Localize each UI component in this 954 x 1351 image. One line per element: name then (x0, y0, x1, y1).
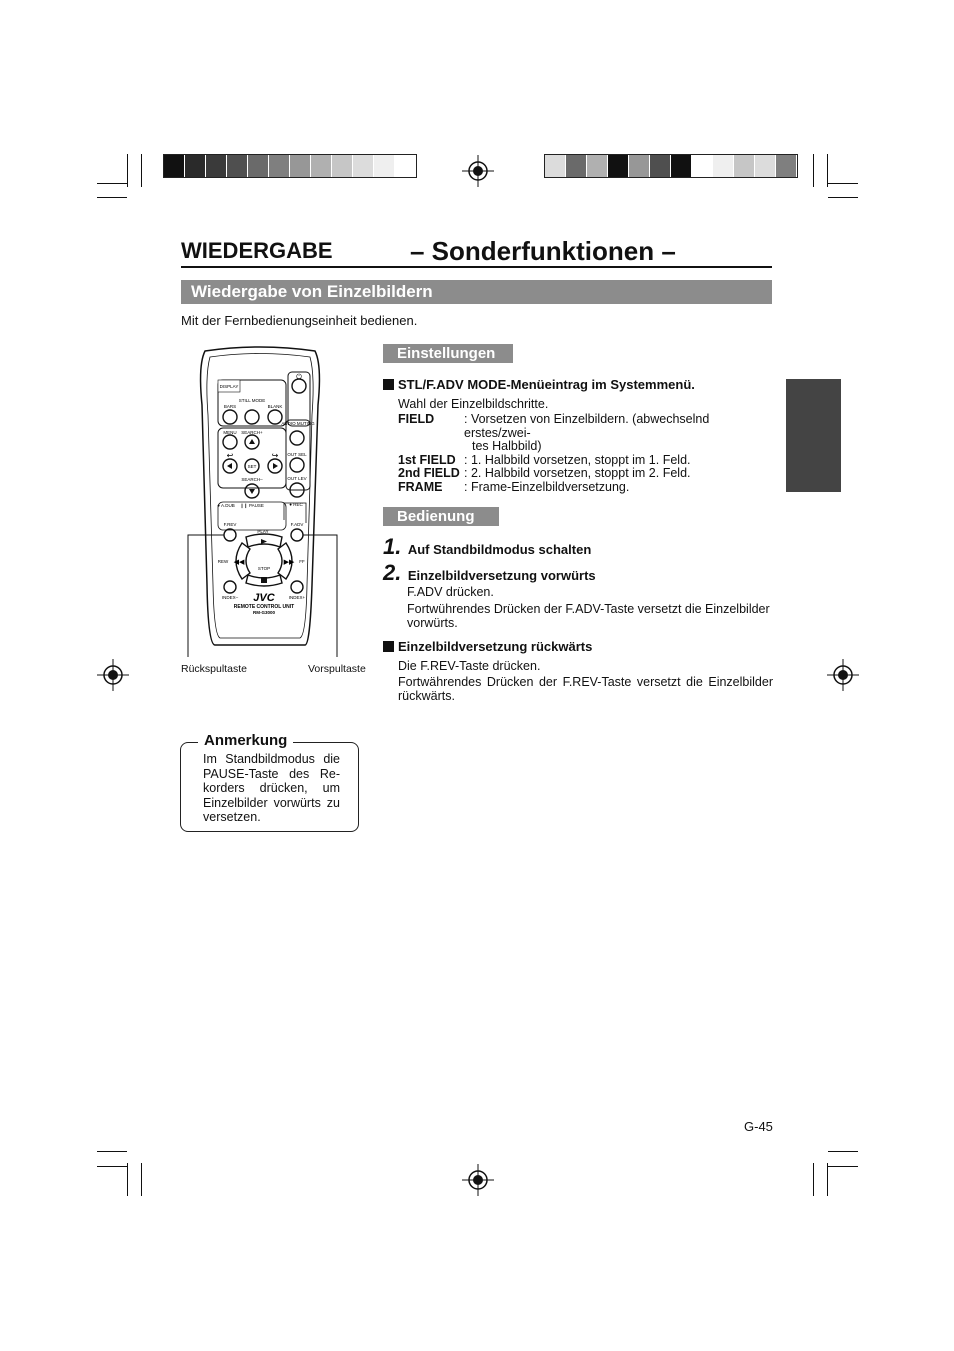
reverse-title: Einzelbildversetzung rückwärts (383, 639, 592, 654)
index-plus-label: INDEX+ (288, 595, 306, 600)
option-row: FIELD : Vorsetzen von Einzelbildern. (abwechselnd erstes/zwei- (398, 412, 710, 440)
color-swatch (269, 155, 290, 177)
color-swatch (587, 155, 608, 177)
page-title: – Sonderfunktionen – (410, 236, 676, 266)
model-line-1: REMOTE CONTROL UNIT (233, 604, 295, 610)
index-minus-label: INDEX– (221, 595, 239, 600)
title-rule (181, 266, 772, 268)
color-swatch (713, 155, 734, 177)
einstellungen-heading: Einstellungen (383, 344, 513, 363)
power-icon: ⏻ (296, 374, 302, 381)
option-row: FRAME : Frame-Einzelbildversetzung. (398, 479, 630, 494)
ff-label: FF (299, 559, 305, 564)
section-heading: Wiedergabe von Einzelbildern (181, 280, 772, 304)
out-sel-label: OUT SEL (287, 452, 307, 457)
search-minus-label: SEARCH– (241, 477, 263, 482)
side-thumb-tab (786, 379, 841, 492)
fadv-label: F.ADV (290, 522, 304, 527)
fast-forward-icon: ▶▶ (283, 559, 295, 566)
color-swatch (755, 155, 776, 177)
stop-icon (261, 577, 267, 583)
menu-entry-title: STL/F.ADV MODE-Menüeintrag im Systemmenü. (383, 377, 695, 392)
registration-mark-right (827, 659, 859, 691)
model-line-2: RM-G3000 (252, 610, 276, 615)
undo-icon: ↩ (226, 451, 234, 460)
chapter-title: WIEDERGABE (181, 238, 333, 263)
registration-mark-left (97, 659, 129, 691)
color-swatch (566, 155, 587, 177)
option-row: 2nd FIELD : 2. Halbbild vorsetzen, stoppt im 2. Feld. (398, 466, 691, 480)
color-swatch (227, 155, 248, 177)
intro-text: Mit der Fernbedienungseinheit bedienen. (181, 313, 418, 328)
color-swatch (206, 155, 227, 177)
reverse-line-2: Fortwährendes Drücken der F.REV-Taste versetzt die Einzelbilder rückwärts. (398, 675, 773, 703)
option-row: 1st FIELD : 1. Halbbild vorsetzen, stoppt im 1. Feld. (398, 452, 691, 467)
set-label: SET (247, 464, 257, 469)
audio-muting-label: AUDIO MUTING (281, 421, 315, 426)
pause-label: ❙❙ PAUSE (240, 503, 264, 508)
still-mode-label: STILL MODE (238, 398, 266, 403)
stop-label: STOP (257, 566, 271, 571)
bedienung-heading: Bedienung (383, 507, 499, 526)
color-swatch (776, 155, 797, 177)
option-row: tes Halbbild) (472, 439, 542, 453)
step-1: 1. Auf Standbildmodus schalten (383, 534, 592, 559)
menu-entry-sub: Wahl der Einzelbildschritte. (398, 397, 549, 411)
color-swatch (545, 155, 566, 177)
color-swatch (650, 155, 671, 177)
color-swatch (629, 155, 650, 177)
registration-mark-bottom (462, 1164, 494, 1196)
redo-icon: ↪ (271, 451, 279, 460)
reverse-line-1: Die F.REV-Taste drücken. (398, 659, 541, 673)
color-swatch (311, 155, 332, 177)
color-swatch (290, 155, 311, 177)
step-2-line-2: Fortwührendes Drücken der F.ADV-Taste versetzt die Einzelbilder vorwürts. (407, 602, 770, 630)
page-number: G-45 (744, 1119, 773, 1134)
remote-control-illustration (180, 345, 370, 665)
color-calibration-bar-left (163, 154, 417, 178)
adub-label: ● A.DUB (217, 503, 235, 508)
bullet-square-icon (383, 379, 394, 390)
rec-label: ● REC (289, 502, 303, 507)
color-swatch (374, 155, 395, 177)
rew-label: REW (217, 559, 229, 564)
color-swatch (692, 155, 713, 177)
note-text: Im Standbildmodus die PAUSE-Taste des Re-korders drücken, um Einzelbilder vorwürts zu versetzen. (203, 752, 340, 824)
play-label: PLAY (257, 529, 269, 534)
caption-forward: Vorspultaste (308, 663, 366, 675)
note-label: Anmerkung (198, 732, 293, 749)
color-swatch (734, 155, 755, 177)
color-swatch (671, 155, 692, 177)
color-calibration-bar-right (544, 154, 798, 178)
bullet-square-icon (383, 641, 394, 652)
search-plus-label: SEARCH+ (241, 430, 263, 435)
display-label: DISPLAY (219, 384, 239, 389)
blank-label: BLANK (267, 404, 283, 409)
option-list (398, 413, 782, 494)
rewind-icon: ◀◀ (233, 559, 245, 566)
color-swatch (164, 155, 185, 177)
caption-rewind: Rückspultaste (181, 663, 247, 675)
step-2-line-1: F.ADV drücken. (407, 585, 494, 599)
color-swatch (185, 155, 206, 177)
color-swatch (332, 155, 353, 177)
color-swatch (395, 155, 416, 177)
step-2: 2. Einzelbildversetzung vorwürts (383, 560, 596, 585)
color-swatch (608, 155, 629, 177)
color-swatch (248, 155, 269, 177)
registration-mark-top (462, 155, 494, 187)
color-swatch (353, 155, 374, 177)
out-lev-label: OUT LEV (287, 476, 307, 481)
frev-label: F.REV (223, 522, 237, 527)
jvc-logo: JVC (253, 592, 275, 604)
menu-label: MENU (223, 430, 237, 435)
bars-label: BARS (223, 404, 237, 409)
